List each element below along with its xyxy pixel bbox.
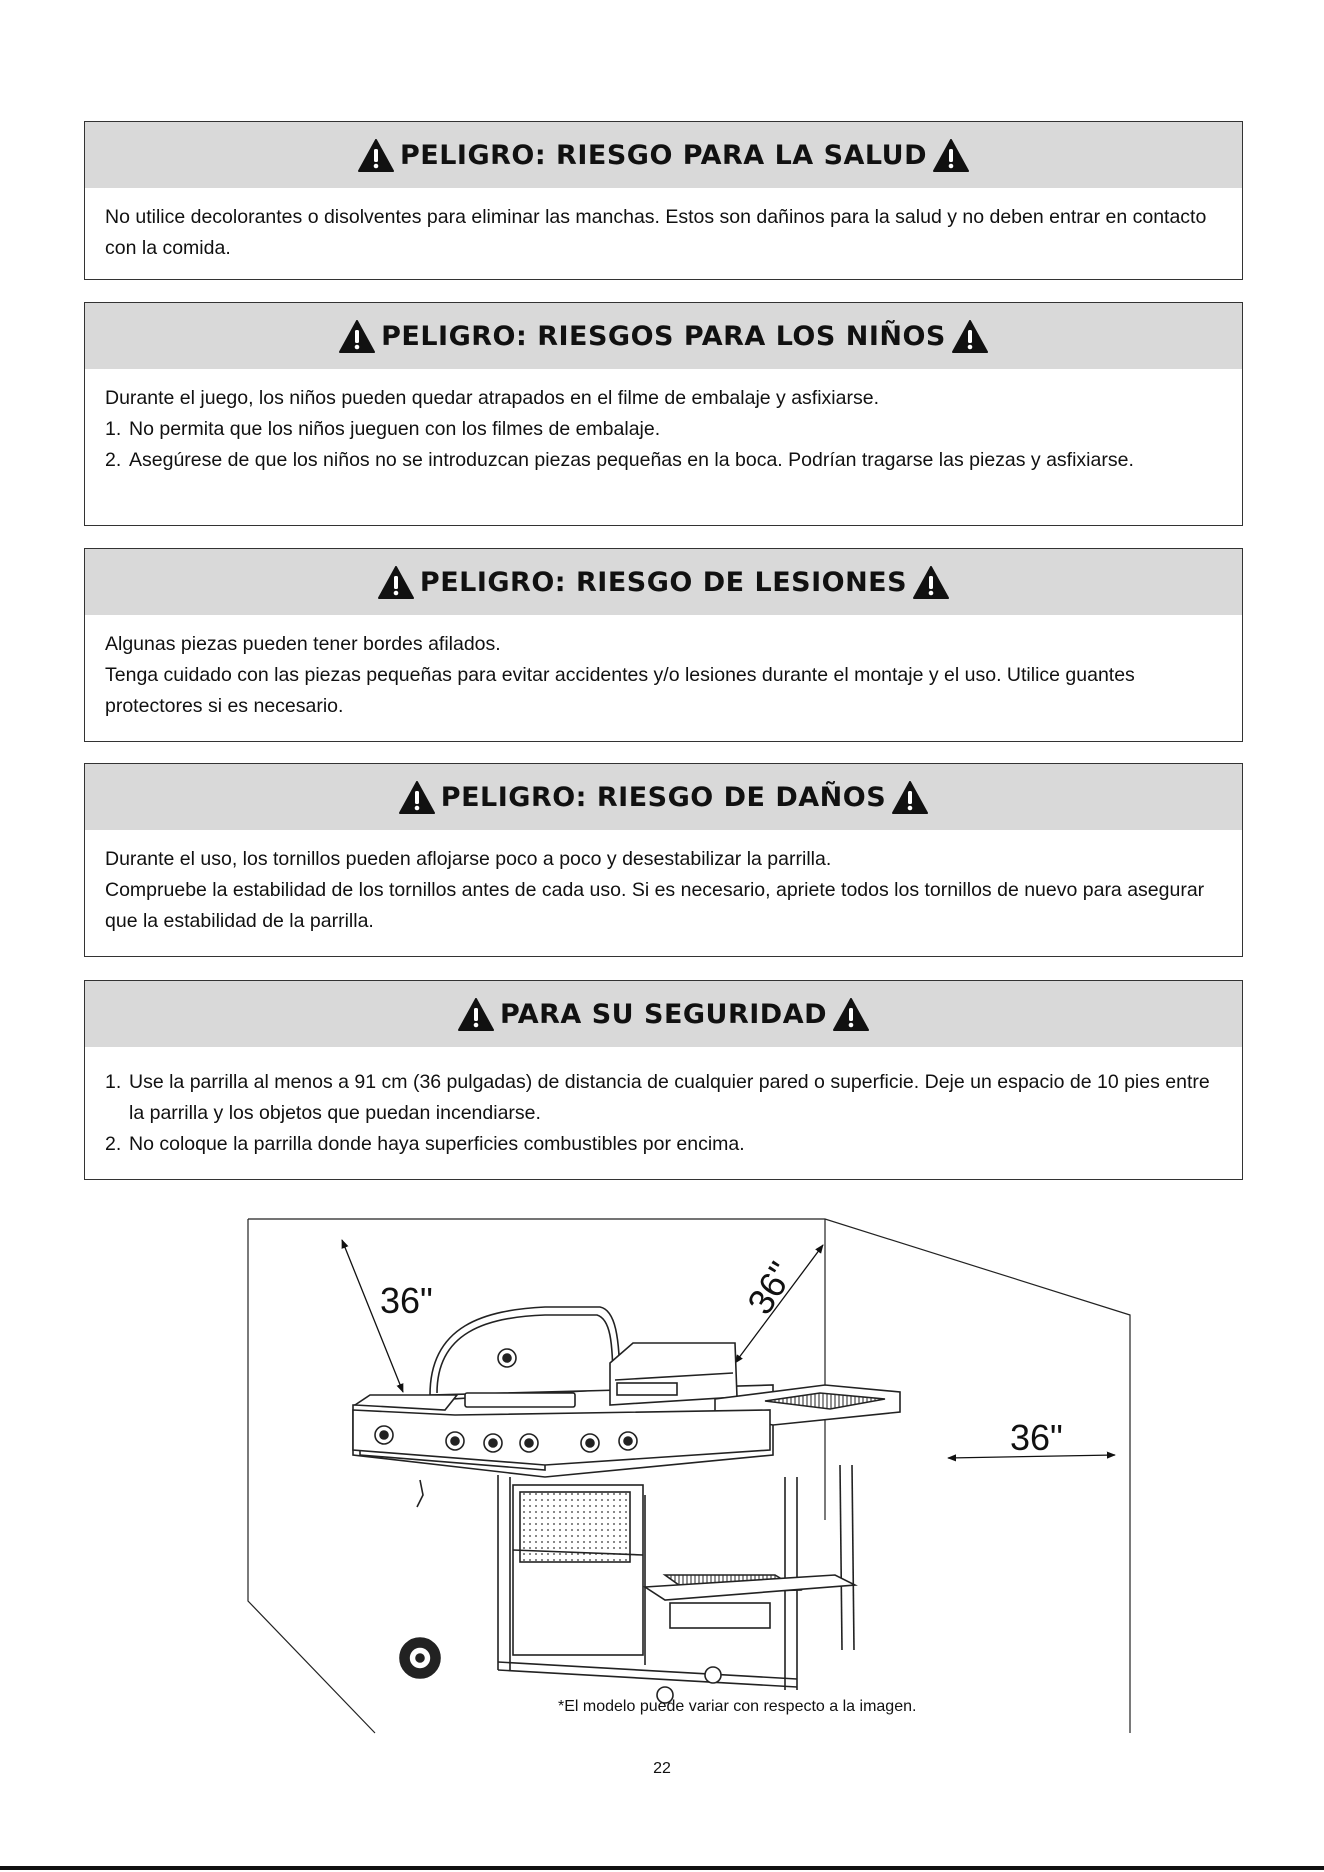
list-text: Asegúrese de que los niños no se introduzcan piezas pequeñas en la boca. Podrían tragarse las piezas y asfixiarse. [129,449,1134,471]
clearance-label-right: 36" [1010,1417,1063,1458]
warning-title: PELIGRO: RIESGOS PARA LOS NIÑOS [381,320,946,352]
warning-header [85,122,1242,188]
warning-triangle-icon [933,139,969,172]
safety-box [84,980,1243,1180]
warning-title: PELIGRO: RIESGO PARA LA SALUD [399,139,928,171]
warning-triangle-icon [339,320,375,353]
warning-paragraph: Durante el juego, los niños pueden quedar atrapados en el filme de embalaje y asfixiarse. [105,387,879,409]
warning-paragraph: Tenga cuidado con las piezas pequeñas para evitar accidentes y/o lesiones durante el montaje y el uso. Utilice guantes protectores si es necesario. [105,664,1135,717]
warning-paragraph: No utilice decolorantes o disolventes para eliminar las manchas. Estos son dañinos para la salud y no deben entrar en contacto con la comida. [105,206,1207,259]
list-text: No coloque la parrilla donde haya superficies combustibles por encima. [129,1133,745,1155]
warning-triangle-icon [378,566,414,599]
figure-caption: *El modelo puede variar con respecto a la imagen. [558,1698,917,1715]
list-text: Use la parrilla al menos a 91 cm (36 pulgadas) de distancia de cualquier pared o superficie. Deje un espacio de 10 pies entre la parrilla y los objetos que puedan incendiarse. [129,1071,1210,1124]
warning-body [85,830,1242,947]
warning-body [85,369,1242,486]
warning-triangle-icon [952,320,988,353]
warning-title: PELIGRO: RIESGO DE DAÑOS [440,781,887,813]
list-number: 2. [105,1133,122,1155]
warning-header [85,303,1242,369]
warning-triangle-icon [399,781,435,814]
warning-header [85,764,1242,830]
warning-triangle-icon [913,566,949,599]
warning-box-health [84,121,1243,280]
list-item [105,445,1224,476]
grill-clearance-illustration [245,1215,1135,1740]
gas-grill-drawing [353,1307,900,1703]
warning-body [85,188,1242,274]
page-bottom-rule [0,1866,1324,1870]
list-number: 1. [105,418,122,440]
warning-title: PARA SU SEGURIDAD [499,998,828,1030]
warning-box-injury [84,548,1243,742]
warning-paragraph: Compruebe la estabilidad de los tornillos antes de cada uso. Si es necesario, apriete todos los tornillos de nuevo para asegurar que la estabilidad de la parrilla. [105,879,1205,932]
warning-triangle-icon [892,781,928,814]
warning-triangle-icon [833,998,869,1031]
list-item [105,1129,1224,1160]
warning-body [85,1047,1242,1170]
list-item [105,1067,1224,1129]
list-text: No permita que los niños jueguen con los filmes de embalaje. [129,418,661,440]
clearance-label-left: 36" [380,1280,433,1321]
warning-header [85,981,1242,1047]
list-item [105,414,1224,445]
warning-box-children [84,302,1243,526]
warning-body [85,615,1242,732]
list-number: 1. [105,1071,122,1093]
clearance-label-back: 36" [739,1254,802,1322]
page-number: 22 [653,1760,671,1777]
warning-title: PELIGRO: RIESGO DE LESIONES [419,566,908,598]
warning-paragraph: Algunas piezas pueden tener bordes afilados. [105,633,501,655]
warning-box-damage [84,763,1243,957]
warning-triangle-icon [458,998,494,1031]
list-number: 2. [105,449,122,471]
warning-header [85,549,1242,615]
warning-paragraph: Durante el uso, los tornillos pueden aflojarse poco a poco y desestabilizar la parrilla. [105,848,832,870]
warning-triangle-icon [358,139,394,172]
